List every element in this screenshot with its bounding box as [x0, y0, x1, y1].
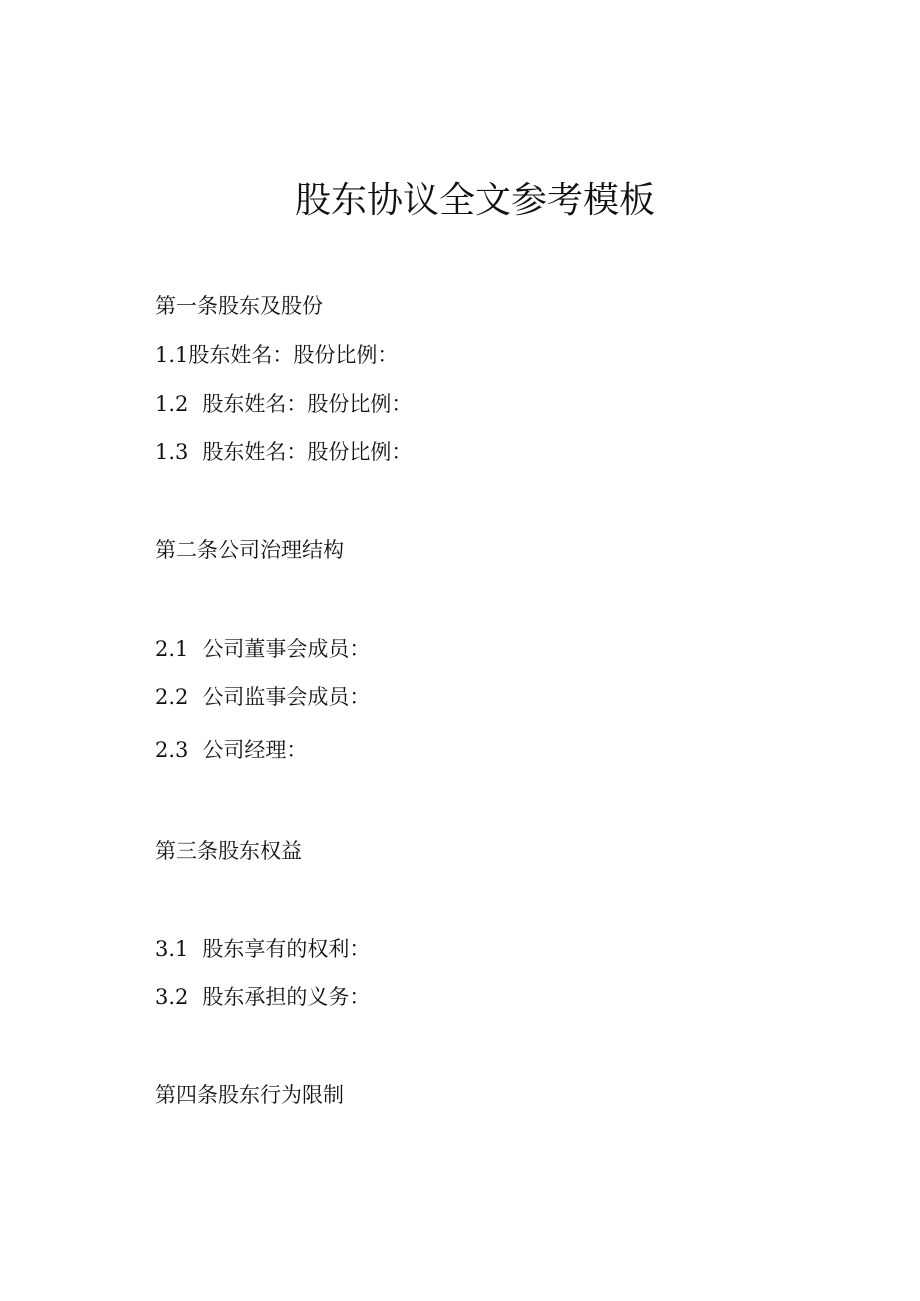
- clause-text: 股东姓名：股份比例：: [188, 343, 399, 367]
- clause-text: 股东姓名：股份比例：: [202, 392, 413, 416]
- article-1-heading: 第一条股东及股份: [155, 294, 323, 318]
- clause-number: 1.3: [155, 440, 189, 464]
- clause-1-1: [155, 340, 398, 370]
- clause-text: 股东姓名：股份比例：: [202, 440, 413, 464]
- clause-text: 公司经理：: [202, 738, 308, 762]
- clause-text: 公司董事会成员：: [202, 637, 371, 661]
- clause-text: 公司监事会成员：: [202, 685, 371, 709]
- clause-text: 股东享有的权利：: [202, 937, 371, 961]
- clause-number: 1.2: [155, 392, 189, 416]
- article-4-heading: 第四条股东行为限制: [155, 1083, 344, 1107]
- clause-2-1: [155, 634, 370, 664]
- clause-1-3: [155, 437, 412, 467]
- clause-number: 1.1: [155, 343, 189, 367]
- clause-number: 2.3: [155, 738, 189, 762]
- clause-1-2: [155, 389, 412, 419]
- clause-text: 股东承担的义务：: [202, 985, 371, 1009]
- article-3-heading: 第三条股东权益: [155, 839, 302, 863]
- clause-number: 3.2: [155, 985, 189, 1009]
- clause-number: 2.1: [155, 637, 189, 661]
- clause-3-2: [155, 982, 370, 1012]
- clause-2-2: [155, 682, 370, 712]
- clause-3-1: [155, 934, 370, 964]
- document-title: 股东协议全文参考模板: [294, 180, 655, 221]
- clause-2-3: [155, 735, 307, 765]
- article-2-heading: 第二条公司治理结构: [155, 538, 344, 562]
- clause-number: 3.1: [155, 937, 189, 961]
- clause-number: 2.2: [155, 685, 189, 709]
